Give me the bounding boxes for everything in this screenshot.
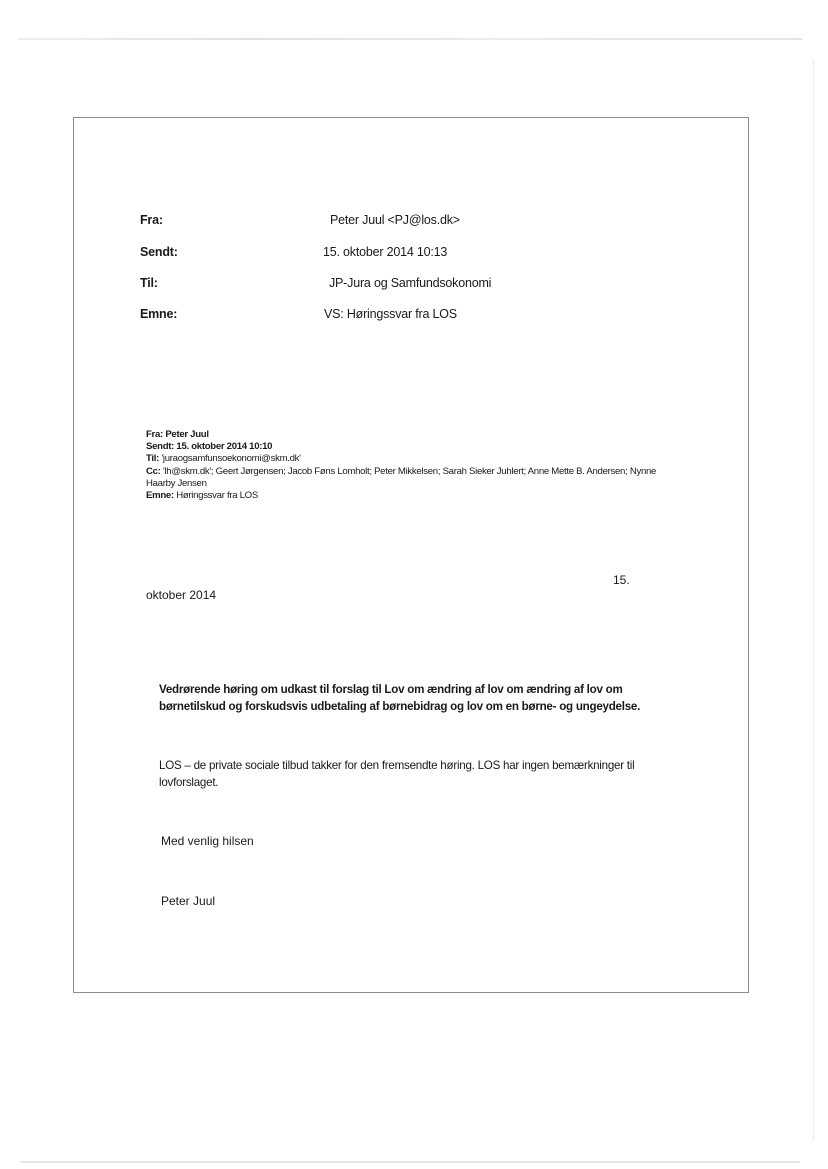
forwarded-subject xyxy=(146,490,666,502)
header-subject-label: Emne: xyxy=(140,307,178,321)
forwarded-to xyxy=(146,453,666,465)
scan-artifact-bottom xyxy=(20,1161,800,1163)
header-to-value: JP-Jura og Samfundsokonomi xyxy=(329,276,492,290)
forwarded-header xyxy=(146,429,666,502)
forwarded-from xyxy=(146,429,666,441)
forwarded-cc-value: 'lh@skm.dk'; Geert Jørgensen; Jacob Føns Lomholt; Peter Mikkelsen; Sarah Sieker Juhlert; Anne Mette B. Andersen; Nynne Haarby Jensen xyxy=(146,465,657,489)
forwarded-from-value: Peter Juul xyxy=(165,429,209,440)
header-to-label: Til: xyxy=(140,276,158,290)
header-from-value: Peter Juul <PJ@los.dk> xyxy=(330,213,460,227)
forwarded-to-value: 'juraogsamfunsoekonomi@skm.dk' xyxy=(161,453,301,465)
forwarded-to-label: Til: xyxy=(146,453,160,465)
letter-signature: Peter Juul xyxy=(161,894,216,908)
header-from-label: Fra: xyxy=(140,213,163,227)
forwarded-cc xyxy=(146,466,666,490)
header-sent-label: Sendt: xyxy=(140,245,178,259)
forwarded-from-label: Fra: xyxy=(146,429,163,440)
forwarded-sent xyxy=(146,441,666,453)
forwarded-sent-label: Sendt: xyxy=(146,441,175,453)
scan-artifact-top xyxy=(18,38,802,40)
letter-body: LOS – de private sociale tilbud takker for den fremsendte høring. LOS har ingen bemærkninger til lovforslaget. xyxy=(159,759,635,789)
letter-closing: Med venlig hilsen xyxy=(161,834,254,848)
letter-subject: Vedrørende høring om udkast til forslag til Lov om ændring af lov om ændring af lov om børnetilskud og forskudsvis udbetaling af børnebidrag og lov om en børne- og ungeydelse. xyxy=(159,683,641,713)
forwarded-sent-value: 15. oktober 2014 10:10 xyxy=(176,441,273,453)
letter-date-rest: oktober 2014 xyxy=(146,588,217,602)
header-sent-value: 15. oktober 2014 10:13 xyxy=(323,245,448,259)
scan-artifact-right xyxy=(813,60,814,1140)
forwarded-cc-label: Cc: xyxy=(146,465,161,477)
forwarded-subject-label: Emne: xyxy=(146,490,174,502)
forwarded-subject-value: Høringssvar fra LOS xyxy=(176,490,258,502)
header-subject-value: VS: Høringssvar fra LOS xyxy=(324,307,457,321)
letter-date-day: 15. xyxy=(613,573,630,587)
